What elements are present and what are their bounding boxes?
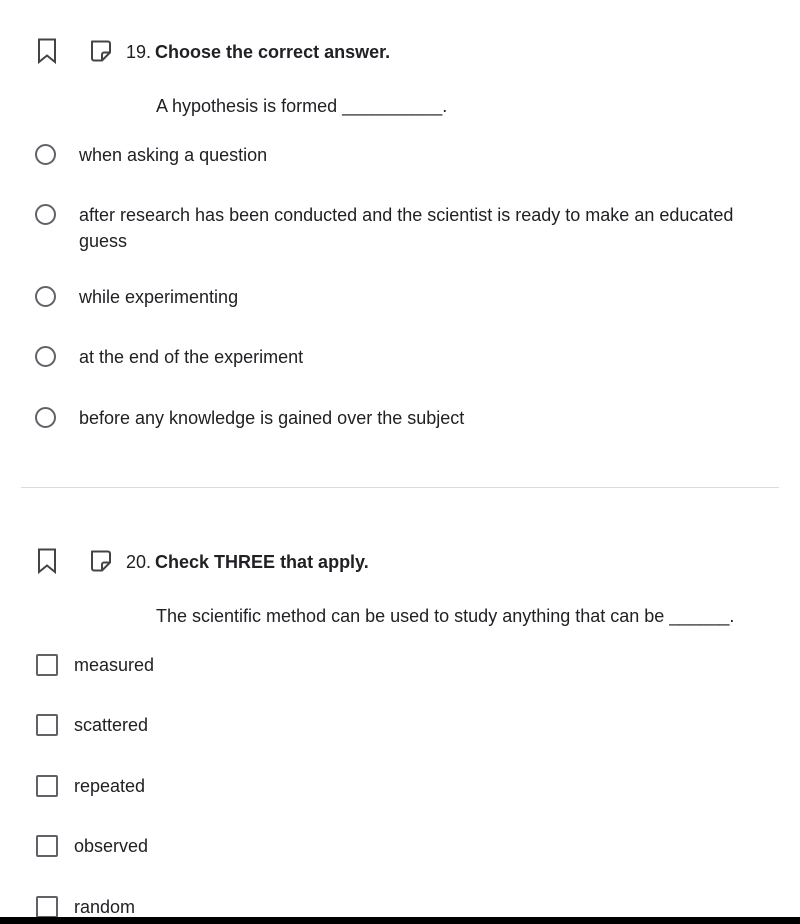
question-title [126,42,390,63]
answer-option[interactable] [0,144,800,174]
note-icon[interactable] [89,39,113,65]
option-label: random [74,897,136,917]
bookmark-icon[interactable] [37,548,61,574]
radio-button[interactable] [35,144,56,165]
question-prompt: A hypothesis is formed __________. [156,96,448,116]
answer-option[interactable] [0,654,800,684]
radio-button[interactable] [35,407,56,428]
answer-option[interactable] [0,835,800,865]
question-instruction: Choose the correct answer. [155,42,391,62]
option-label: before any knowledge is gained over the subject [79,408,465,428]
answer-option[interactable] [0,896,800,917]
radio-button[interactable] [35,286,56,307]
option-label: while experimenting [79,287,239,307]
bookmark-icon[interactable] [37,38,61,64]
note-icon[interactable] [89,549,113,575]
question-number: 19. [126,42,152,62]
checkbox[interactable] [36,896,58,918]
question-20 [0,547,800,917]
option-label: after research has been conducted and the scientist is ready to make an educated guess [79,205,734,251]
question-instruction: Check THREE that apply. [155,552,369,572]
question-19 [0,37,800,437]
option-label: scattered [74,715,149,735]
answer-option[interactable] [0,775,800,805]
answer-option[interactable] [0,346,800,376]
question-number: 20. [126,552,152,572]
screen-bottom-edge [0,917,800,924]
checkbox[interactable] [36,835,58,857]
question-title [126,552,369,573]
option-label: when asking a question [79,145,268,165]
radio-button[interactable] [35,346,56,367]
checkbox[interactable] [36,775,58,797]
question-prompt: The scientific method can be used to study anything that can be ______. [156,606,735,626]
answer-option[interactable] [0,286,800,316]
question-header [0,37,800,67]
checkbox[interactable] [36,654,58,676]
answer-option[interactable] [0,204,800,260]
option-label: observed [74,836,149,856]
option-label: repeated [74,776,146,796]
radio-button[interactable] [35,204,56,225]
question-header [0,547,800,577]
answer-option[interactable] [0,407,800,437]
option-label: at the end of the experiment [79,347,304,367]
question-divider [21,487,779,488]
answer-option[interactable] [0,714,800,744]
option-label: measured [74,655,155,675]
checkbox[interactable] [36,714,58,736]
